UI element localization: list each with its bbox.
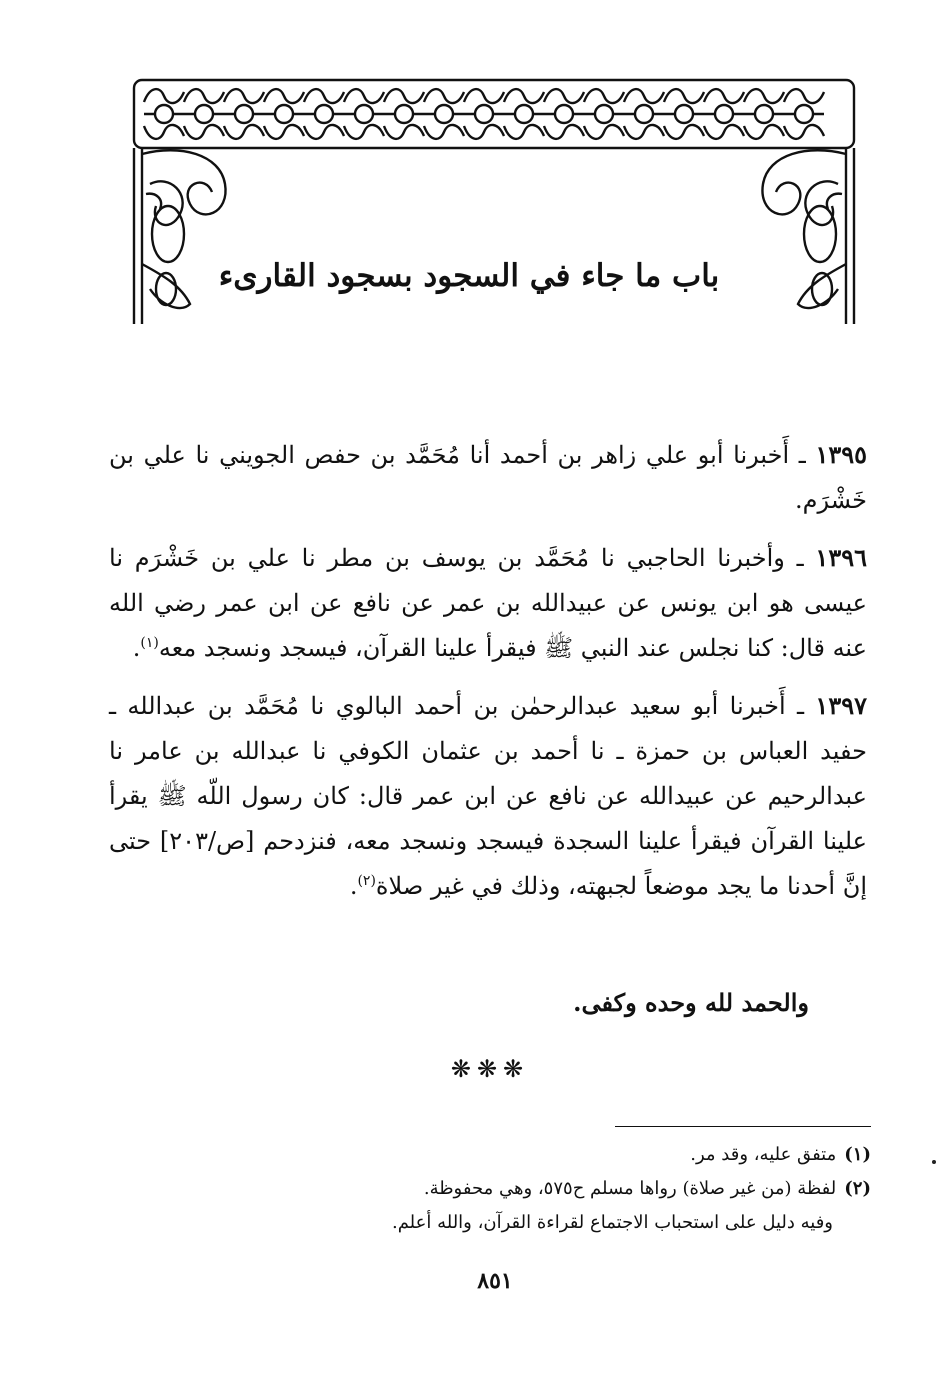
hadith-number: ١٣٩٦ [815, 543, 867, 572]
footnote-divider [615, 1126, 871, 1127]
knot-loop [264, 125, 304, 139]
knot-ring [235, 105, 253, 123]
knot-loop [624, 125, 664, 139]
knot-loop [344, 89, 384, 103]
knot-loop [784, 89, 824, 103]
knot-loop [184, 125, 224, 139]
footnotes [251, 1138, 871, 1240]
knot-loop [664, 89, 704, 103]
hadith-text: ـ أَخبرنا أبو علي زاهر بن أحمد أنا مُحَمَّد بن حفص الجويني نا علي بن خَشْرَم. [109, 441, 867, 514]
knot-loop [184, 89, 224, 103]
knot-loop [304, 89, 344, 103]
knot-ring [795, 105, 813, 123]
knot-ring [155, 105, 173, 123]
knot-loop [584, 125, 624, 139]
footnote-mark: (٢) [844, 1178, 871, 1199]
knot-ring [595, 105, 613, 123]
knot-loop [384, 89, 424, 103]
knot-loop [344, 125, 384, 139]
knot-ring [195, 105, 213, 123]
footnote-ref[interactable]: (١) [140, 635, 159, 651]
knot-loop [264, 89, 304, 103]
knot-loop [384, 125, 424, 139]
section-separator: ❋❋❋ [450, 1055, 530, 1083]
knot-loop [744, 89, 784, 103]
sentence-end: . [349, 872, 358, 900]
hadith-body [109, 432, 867, 921]
knot-loop [544, 89, 584, 103]
hadith-paragraph [109, 535, 867, 671]
knot-loop [144, 125, 184, 139]
knot-ring [675, 105, 693, 123]
knot-ring [515, 105, 533, 123]
knot-loop [744, 125, 784, 139]
knot-loop [224, 125, 264, 139]
footnote-text: متفق عليه، وقد مر. [690, 1144, 837, 1165]
knot-ring [715, 105, 733, 123]
knot-loop [224, 89, 264, 103]
chapter-title: باب ما جاء في السجود بسجود القارىء [218, 258, 720, 294]
scan-speck [932, 1160, 936, 1164]
knot-loop [784, 125, 824, 139]
knot-loop [144, 89, 184, 103]
footnote-ref[interactable]: (٢) [357, 873, 376, 889]
knot-ring [355, 105, 373, 123]
hadith-text: ـ أَخبرنا أبو سعيد عبدالرحمٰن بن أحمد البالوي نا مُحَمَّد بن عبدالله ـ حفيد العباس بن حمزة ـ نا أحمد بن عثمان الكوفي نا عبدالله بن عامر نا عبدالرحيم عن عبيدالله عن نافع عن ابن عمر قال: كان رسول اللّه ﷺ يقرأ علينا القرآن فيقرأ علينا السجدة فيسجد ونسجد معه، فنزدحم [ص/٢٠٣] حتى إنَّ أحدنا ما يجد موضعاً لجبهته، وذلك في غير صلاة [109, 692, 867, 900]
footnote-item [251, 1172, 871, 1206]
knot-loop [704, 125, 744, 139]
footnote-item [251, 1206, 871, 1240]
knot-loop [464, 125, 504, 139]
hadith-paragraph [109, 683, 867, 909]
knot-loop [584, 89, 624, 103]
knot-loop [304, 125, 344, 139]
footnote-item [251, 1138, 871, 1172]
knot-loop [664, 125, 704, 139]
knot-loop [504, 89, 544, 103]
hadith-text: ـ وأخبرنا الحاجبي نا مُحَمَّد بن يوسف بن مطر نا علي بن خَشْرَم نا عيسى هو ابن يونس عن عبيدالله بن عمر عن نافع عن ابن عمر رضي الله عنه قال: كنا نجلس عند النبي ﷺ فيقرأ علينا القرآن، فيسجد ونسجد معه [109, 544, 867, 662]
knot-ring [755, 105, 773, 123]
knot-loop [424, 125, 464, 139]
hadith-paragraph [109, 432, 867, 523]
hadith-number: ١٣٩٧ [815, 691, 867, 720]
knot-ring [395, 105, 413, 123]
ornamental-header-frame [120, 74, 865, 336]
knot-ring [275, 105, 293, 123]
knot-ring [475, 105, 493, 123]
sentence-end: . [132, 634, 141, 662]
footnote-text: لفظة (من غير صلاة) رواها مسلم ح٥٧٥، وهي محفوظة. [423, 1178, 837, 1199]
knot-ring [435, 105, 453, 123]
footnote-mark: (١) [844, 1144, 871, 1165]
knot-ring [635, 105, 653, 123]
knot-ring [555, 105, 573, 123]
knot-loop [544, 125, 584, 139]
knot-loop [424, 89, 464, 103]
closing-line: والحمد لله وحده وكفى. [573, 988, 809, 1017]
knot-ring [315, 105, 333, 123]
knot-loop [504, 125, 544, 139]
footnote-text: وفيه دليل على استحباب الاجتماع لقراءة القرآن، والله أعلم. [391, 1212, 833, 1233]
hadith-number: ١٣٩٥ [815, 440, 867, 469]
knot-loop [464, 89, 504, 103]
knot-loop [624, 89, 664, 103]
knot-loop [704, 89, 744, 103]
page-number: ٨٥١ [477, 1268, 513, 1294]
